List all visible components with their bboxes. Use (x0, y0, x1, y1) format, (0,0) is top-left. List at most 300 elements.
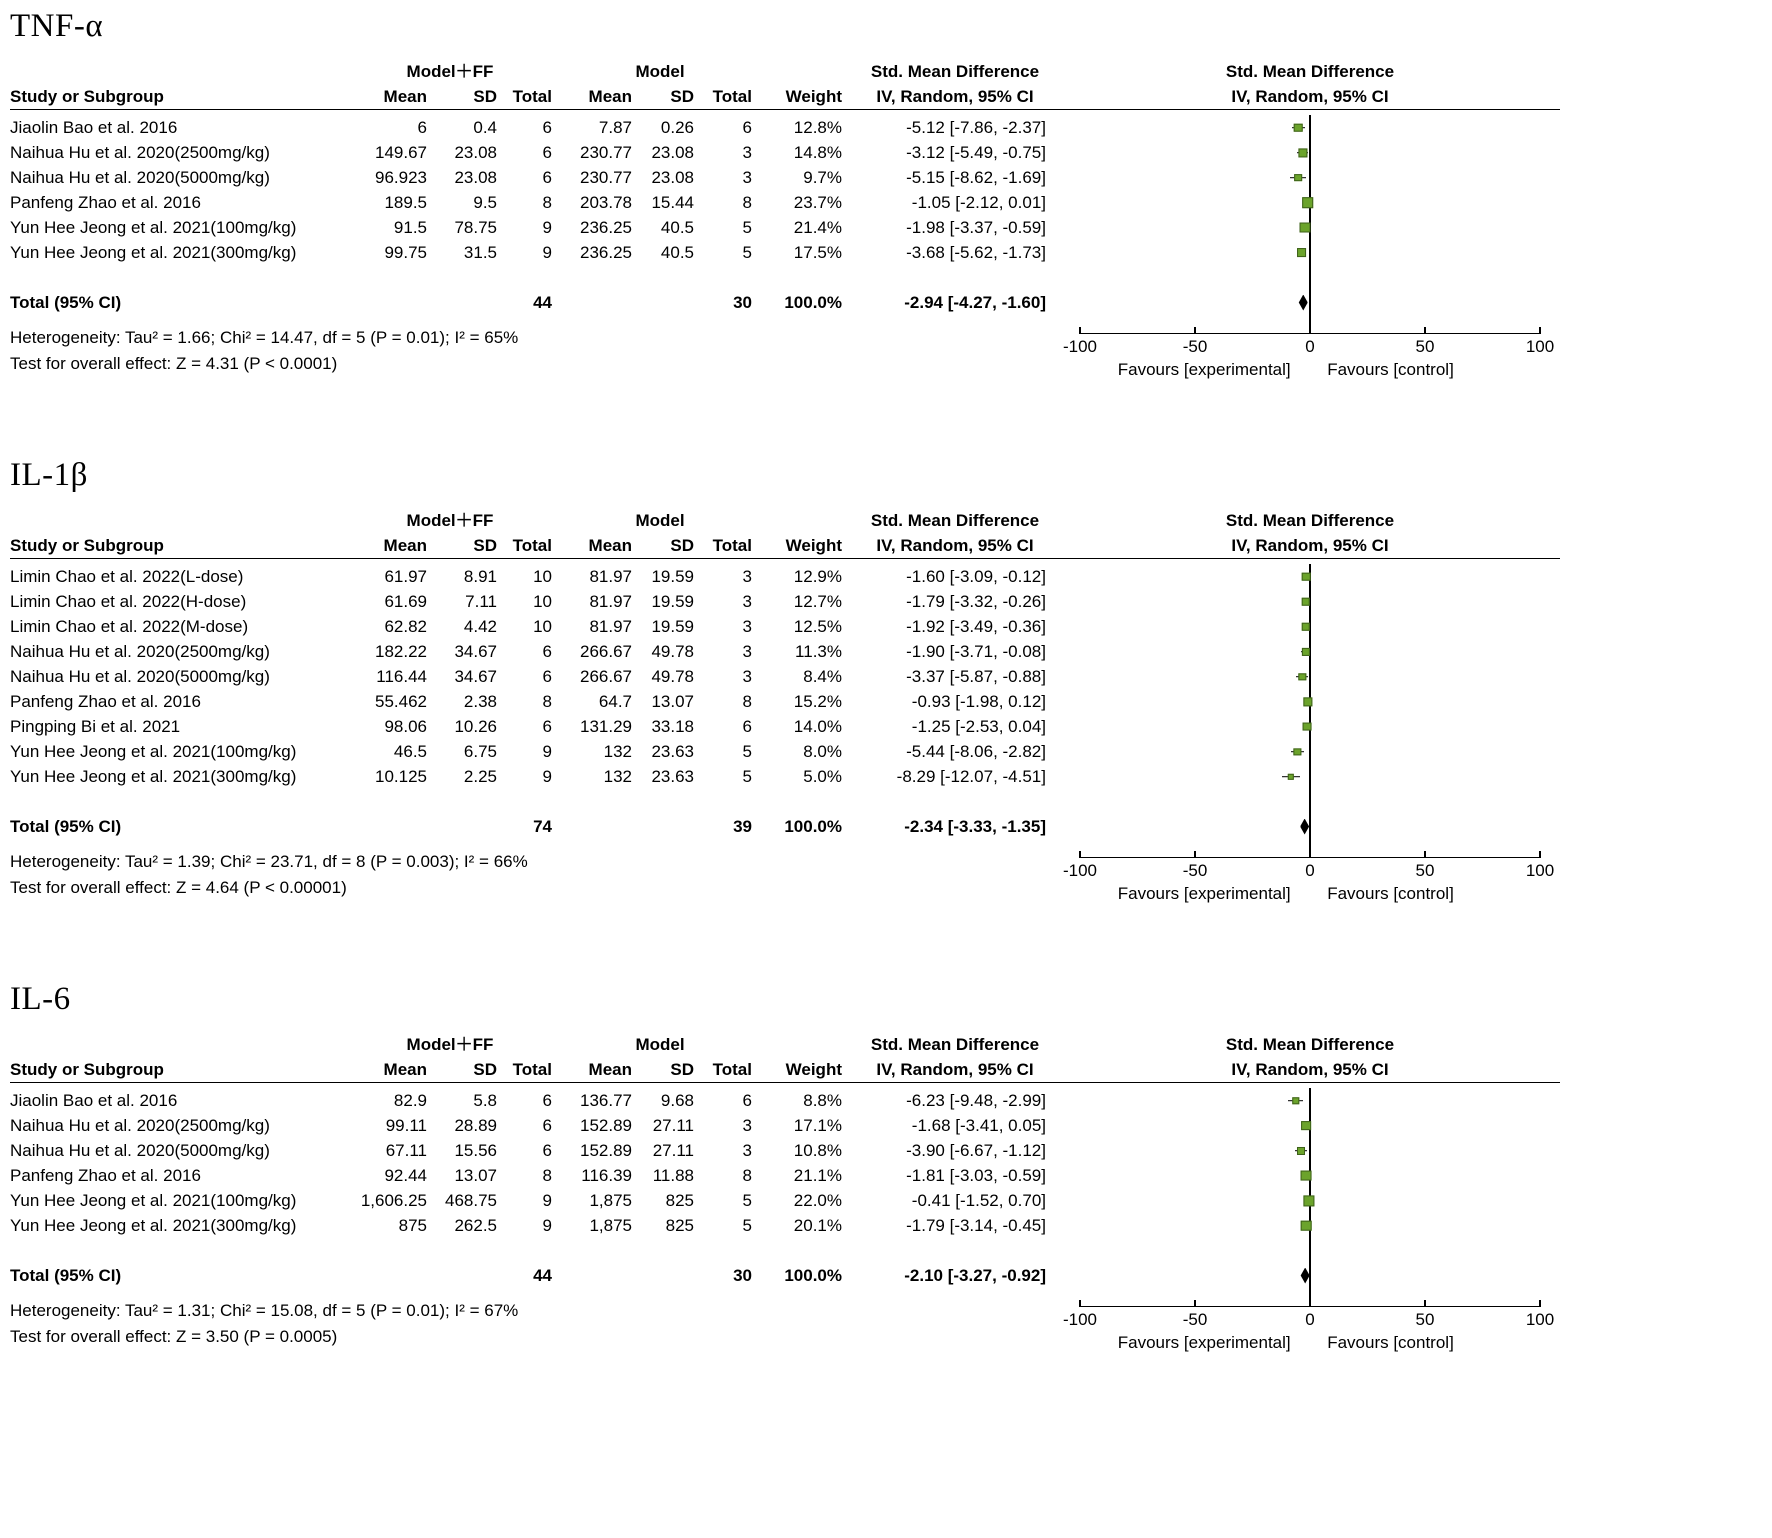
forest-table (10, 1032, 1772, 1360)
column-header-mean-model: Mean (588, 1060, 632, 1079)
total-control: 3 (742, 592, 752, 611)
total-experimental: 6 (542, 667, 552, 686)
sd-control: 15.44 (651, 193, 694, 212)
study-name: Yun Hee Jeong et al. 2021(300mg/kg) (10, 767, 297, 786)
zero-line (1309, 265, 1311, 290)
column-header-mean-model: Mean (588, 87, 632, 106)
spacer-cell (10, 1238, 1060, 1263)
column-header-mean-ff: Mean (383, 87, 427, 106)
mean-experimental: 67.11 (385, 1141, 427, 1160)
panel-il-6 (10, 981, 1772, 1360)
total-control: 5 (742, 767, 752, 786)
row-forest-plot (1060, 589, 1560, 614)
sd-control: 40.5 (660, 218, 694, 237)
sd-control: 19.59 (651, 567, 694, 586)
study-name: Limin Chao et al. 2022(L-dose) (10, 567, 244, 586)
panel-title: IL-6 (10, 981, 71, 1017)
effect-square (1294, 123, 1303, 132)
forest-table (10, 508, 1772, 911)
sd-control: 49.78 (651, 667, 694, 686)
effect-square (1303, 1195, 1314, 1206)
row-forest-plot (1060, 1113, 1560, 1138)
mean-experimental: 91.5 (393, 218, 427, 237)
sd-control: 9.68 (660, 1091, 694, 1110)
sd-experimental: 10.26 (454, 717, 497, 736)
total-experimental: 9 (542, 243, 552, 262)
total-n-experimental: 74 (533, 817, 552, 836)
row-forest-plot (1060, 689, 1560, 714)
axis-tick-label: 100 (1525, 861, 1555, 880)
column-header-study: Study or Subgroup (10, 87, 164, 106)
mean-control: 7.87 (598, 118, 632, 137)
header-columns (10, 533, 1560, 559)
sd-experimental: 31.5 (463, 243, 497, 262)
weight-value: 12.7% (793, 592, 842, 611)
column-header-mean-ff: Mean (383, 1060, 427, 1079)
smd-ci-text: -5.15 [-8.62, -1.69] (906, 168, 1046, 187)
total-control: 3 (742, 143, 752, 162)
study-name: Naihua Hu et al. 2020(5000mg/kg) (10, 168, 270, 187)
axis-tick-label: 100 (1525, 1310, 1555, 1329)
sd-experimental: 262.5 (454, 1216, 497, 1235)
effect-square (1301, 1220, 1312, 1231)
footnotes (10, 849, 1060, 900)
row-forest-plot (1060, 764, 1560, 789)
spacer-row (10, 265, 1560, 290)
smd-ci-text: -1.92 [-3.49, -0.36] (906, 617, 1046, 636)
axis-gap-plot (1060, 1288, 1560, 1298)
mean-control: 131.29 (580, 717, 632, 736)
zero-line (1309, 290, 1311, 315)
weight-value: 23.7% (793, 193, 842, 212)
total-experimental: 9 (542, 1191, 552, 1210)
axis-tick (1309, 1300, 1311, 1307)
mean-experimental: 46.5 (393, 742, 427, 761)
study-name: Pingping Bi et al. 2021 (10, 717, 181, 736)
total-weight: 100.0% (784, 293, 842, 312)
column-header-sd-model: SD (670, 536, 694, 555)
column-header-study: Study or Subgroup (10, 1060, 164, 1079)
study-row (10, 639, 1560, 664)
mean-control: 152.89 (580, 1141, 632, 1160)
zero-line (1309, 1238, 1311, 1263)
study-row (10, 764, 1560, 789)
favours-right-label: Favours [control] (1327, 1333, 1454, 1352)
sd-experimental: 9.5 (473, 193, 497, 212)
sd-experimental: 8.91 (463, 567, 497, 586)
total-experimental: 6 (542, 1091, 552, 1110)
group-header-experimental: Model＋FF (406, 511, 494, 530)
effect-square (1288, 773, 1294, 779)
axis-tick-label: -50 (1182, 337, 1208, 356)
mean-control: 152.89 (580, 1116, 632, 1135)
sd-experimental: 34.67 (454, 642, 497, 661)
study-name: Naihua Hu et al. 2020(2500mg/kg) (10, 1116, 270, 1135)
spacer-row (10, 789, 1560, 814)
sd-experimental: 78.75 (454, 218, 497, 237)
header-groups (10, 59, 1560, 84)
mean-control: 1,875 (589, 1216, 632, 1235)
mean-experimental: 1,606.25 (360, 1191, 427, 1210)
effect-square (1294, 174, 1302, 182)
axis-tick-label: 0 (1305, 1310, 1315, 1329)
row-forest-plot (1060, 714, 1560, 739)
axis-tick-label: 50 (1415, 861, 1435, 880)
sd-control: 19.59 (651, 617, 694, 636)
sd-experimental: 468.75 (445, 1191, 497, 1210)
weight-value: 8.0% (803, 742, 842, 761)
column-header-sd-model: SD (670, 87, 694, 106)
axis-tick (1424, 327, 1426, 334)
column-header-sd-ff: SD (473, 536, 497, 555)
study-row (10, 1188, 1560, 1213)
zero-line (1309, 1288, 1311, 1298)
study-row (10, 689, 1560, 714)
weight-value: 12.5% (793, 617, 842, 636)
study-row (10, 1138, 1560, 1163)
zero-line (1309, 814, 1311, 839)
panel-title: IL-1β (10, 457, 88, 493)
effect-square (1298, 148, 1307, 157)
axis-tick (1539, 851, 1541, 858)
effect-square (1299, 673, 1306, 680)
study-row (10, 215, 1560, 240)
axis-tick-label: -100 (1062, 1310, 1098, 1329)
study-row (10, 739, 1560, 764)
sd-control: 23.08 (651, 168, 694, 187)
study-name: Naihua Hu et al. 2020(2500mg/kg) (10, 143, 270, 162)
weight-value: 11.3% (795, 642, 842, 661)
panel-tnf-alpha (10, 8, 1772, 387)
row-forest-plot (1060, 639, 1560, 664)
smd-ci-text: -1.25 [-2.53, 0.04] (911, 717, 1046, 736)
total-experimental: 6 (542, 642, 552, 661)
weight-value: 15.2% (793, 692, 842, 711)
study-name: Naihua Hu et al. 2020(5000mg/kg) (10, 1141, 270, 1160)
group-header-control: Model (635, 1035, 685, 1054)
smd-ci-text: -5.44 [-8.06, -2.82] (906, 742, 1046, 761)
total-experimental: 9 (542, 1216, 552, 1235)
axis-gap-plot (1060, 839, 1560, 849)
column-header-ci-plot: IV, Random, 95% CI (1231, 536, 1389, 555)
total-control: 3 (742, 642, 752, 661)
effect-square (1302, 647, 1310, 655)
row-forest-plot (1060, 614, 1560, 639)
column-header-ci: IV, Random, 95% CI (876, 1060, 1034, 1079)
weight-value: 8.8% (803, 1091, 842, 1110)
pooled-diamond (1300, 819, 1309, 835)
column-header-total-ff: Total (512, 87, 552, 106)
mean-experimental: 189.5 (384, 193, 427, 212)
total-n-control: 30 (733, 293, 752, 312)
axis-tick-label: 100 (1525, 337, 1555, 356)
column-header-ci: IV, Random, 95% CI (876, 87, 1034, 106)
row-forest-plot (1060, 240, 1560, 265)
total-experimental: 10 (533, 567, 552, 586)
overall-effect-text: Test for overall effect: Z = 4.31 (P < 0.0001) (10, 353, 338, 373)
study-row (10, 714, 1560, 739)
total-n-experimental: 44 (533, 293, 552, 312)
sd-experimental: 2.25 (463, 767, 497, 786)
group-header-experimental: Model＋FF (406, 1035, 494, 1054)
total-control: 3 (742, 617, 752, 636)
study-row (10, 1163, 1560, 1188)
header-groups (10, 508, 1560, 533)
mean-experimental: 116.44 (376, 667, 427, 686)
panel-il-1-beta (10, 457, 1772, 911)
sd-experimental: 0.4 (473, 118, 497, 137)
header-columns (10, 1057, 1560, 1083)
weight-value: 17.5% (793, 243, 842, 262)
mean-experimental: 61.69 (384, 592, 427, 611)
zero-line (1309, 739, 1311, 764)
axis-tick (1194, 851, 1196, 858)
smd-column-title: Std. Mean Difference (870, 1035, 1040, 1054)
effect-square (1294, 748, 1301, 755)
column-header-mean-model: Mean (588, 536, 632, 555)
sd-experimental: 5.8 (473, 1091, 497, 1110)
axis-tick (1539, 327, 1541, 334)
smd-ci-text: -1.90 [-3.71, -0.08] (906, 642, 1046, 661)
row-forest-plot (1060, 564, 1560, 589)
total-experimental: 8 (542, 692, 552, 711)
sd-control: 13.07 (651, 692, 694, 711)
total-control: 8 (742, 692, 752, 711)
mean-control: 203.78 (580, 193, 632, 212)
axis-tick-label: -50 (1182, 861, 1208, 880)
study-name: Naihua Hu et al. 2020(5000mg/kg) (10, 667, 270, 686)
row-forest-plot (1060, 664, 1560, 689)
effect-square (1301, 1121, 1311, 1131)
total-experimental: 6 (542, 717, 552, 736)
footnotes (10, 325, 1060, 376)
total-experimental: 8 (542, 1166, 552, 1185)
total-experimental: 9 (542, 218, 552, 237)
column-header-total-model: Total (712, 1060, 752, 1079)
total-control: 5 (742, 218, 752, 237)
study-name: Yun Hee Jeong et al. 2021(100mg/kg) (10, 218, 297, 237)
mean-control: 1,875 (589, 1191, 632, 1210)
mean-control: 266.67 (580, 642, 632, 661)
mean-experimental: 82.9 (393, 1091, 427, 1110)
sd-experimental: 6.75 (463, 742, 497, 761)
mean-control: 136.77 (580, 1091, 632, 1110)
mean-control: 236.25 (580, 218, 632, 237)
column-header-total-ff: Total (512, 1060, 552, 1079)
study-name: Jiaolin Bao et al. 2016 (10, 118, 178, 137)
favours-right-label: Favours [control] (1327, 360, 1454, 379)
sd-experimental: 34.67 (454, 667, 497, 686)
total-control: 5 (742, 1191, 752, 1210)
mean-experimental: 99.11 (385, 1116, 427, 1135)
study-name: Yun Hee Jeong et al. 2021(100mg/kg) (10, 1191, 297, 1210)
mean-control: 230.77 (580, 143, 632, 162)
sd-experimental: 23.08 (454, 143, 497, 162)
total-control: 3 (742, 1141, 752, 1160)
mean-control: 266.67 (580, 667, 632, 686)
zero-line (1309, 240, 1311, 265)
total-n-experimental: 44 (533, 1266, 552, 1285)
effect-square (1302, 197, 1314, 209)
group-header-experimental: Model＋FF (406, 62, 494, 81)
study-row (10, 564, 1560, 589)
column-header-study: Study or Subgroup (10, 536, 164, 555)
axis-tick (1079, 1300, 1081, 1307)
smd-ci-text: -0.93 [-1.98, 0.12] (911, 692, 1046, 711)
column-header-ci-plot: IV, Random, 95% CI (1231, 1060, 1389, 1079)
mean-experimental: 62.82 (384, 617, 427, 636)
mean-control: 81.97 (589, 567, 632, 586)
smd-ci-text: -8.29 [-12.07, -4.51] (896, 767, 1046, 786)
total-label: Total (95% CI) (10, 293, 122, 312)
weight-value: 21.1% (793, 1166, 842, 1185)
total-control: 5 (742, 1216, 752, 1235)
total-smd-ci-text: -2.94 [-4.27, -1.60] (904, 293, 1046, 312)
effect-square (1297, 248, 1307, 258)
row-forest-plot (1060, 739, 1560, 764)
total-control: 3 (742, 567, 752, 586)
axis-gap-row (10, 1288, 1560, 1298)
sd-control: 27.11 (652, 1116, 694, 1135)
mean-control: 230.77 (580, 168, 632, 187)
total-control: 8 (742, 193, 752, 212)
total-n-control: 39 (733, 817, 752, 836)
x-axis (1060, 1298, 1560, 1360)
weight-value: 9.7% (803, 168, 842, 187)
sd-control: 23.08 (651, 143, 694, 162)
study-name: Naihua Hu et al. 2020(2500mg/kg) (10, 642, 270, 661)
total-forest-plot (1060, 814, 1560, 839)
sd-experimental: 2.38 (463, 692, 497, 711)
effect-square (1300, 222, 1311, 233)
zero-line (1309, 1088, 1311, 1113)
panel-footer (10, 1298, 1560, 1360)
smd-column-title: Std. Mean Difference (870, 62, 1040, 81)
mean-control: 116.39 (581, 1166, 632, 1185)
sd-control: 49.78 (651, 642, 694, 661)
row-forest-plot (1060, 265, 1560, 290)
panel-footer (10, 849, 1560, 911)
favours-left-label: Favours [experimental] (1117, 884, 1291, 903)
smd-ci-text: -3.12 [-5.49, -0.75] (906, 143, 1046, 162)
weight-value: 12.9% (793, 567, 842, 586)
study-name: Yun Hee Jeong et al. 2021(300mg/kg) (10, 1216, 297, 1235)
smd-plot-title: Std. Mean Difference (1225, 62, 1395, 81)
study-row (10, 1113, 1560, 1138)
sd-experimental: 4.42 (463, 617, 497, 636)
smd-ci-text: -1.68 [-3.41, 0.05] (911, 1116, 1046, 1135)
forest-table (10, 59, 1772, 387)
study-row (10, 589, 1560, 614)
mean-experimental: 182.22 (375, 642, 427, 661)
smd-ci-text: -1.79 [-3.32, -0.26] (906, 592, 1046, 611)
zero-line (1309, 839, 1311, 849)
smd-ci-text: -3.68 [-5.62, -1.73] (906, 243, 1046, 262)
total-forest-plot (1060, 290, 1560, 315)
study-name: Yun Hee Jeong et al. 2021(100mg/kg) (10, 742, 297, 761)
smd-ci-text: -1.79 [-3.14, -0.45] (906, 1216, 1046, 1235)
total-forest-plot (1060, 1263, 1560, 1288)
smd-column-title: Std. Mean Difference (870, 511, 1040, 530)
total-experimental: 6 (542, 143, 552, 162)
favours-left-label: Favours [experimental] (1117, 360, 1291, 379)
sd-control: 23.63 (651, 767, 694, 786)
effect-square (1301, 622, 1310, 631)
study-row (10, 1088, 1560, 1113)
total-n-control: 30 (733, 1266, 752, 1285)
study-row (10, 115, 1560, 140)
overall-effect-text: Test for overall effect: Z = 4.64 (P < 0.00001) (10, 877, 347, 897)
sd-control: 19.59 (651, 592, 694, 611)
axis-tick (1539, 1300, 1541, 1307)
study-row (10, 614, 1560, 639)
zero-line (1309, 115, 1311, 140)
sd-experimental: 28.89 (454, 1116, 497, 1135)
row-forest-plot (1060, 190, 1560, 215)
study-row (10, 165, 1560, 190)
zero-line (1309, 789, 1311, 814)
row-forest-plot (1060, 1238, 1560, 1263)
panel-title: TNF-α (10, 8, 104, 44)
total-label: Total (95% CI) (10, 817, 122, 836)
total-control: 6 (742, 118, 752, 137)
weight-value: 21.4% (793, 218, 842, 237)
study-row (10, 190, 1560, 215)
zero-line (1309, 664, 1311, 689)
spacer-cell (10, 265, 1060, 290)
total-row (10, 814, 1560, 839)
mean-control: 132 (603, 742, 632, 761)
heterogeneity-text: Heterogeneity: Tau² = 1.66; Chi² = 14.47, df = 5 (P = 0.01); I² = 65% (10, 328, 519, 347)
total-control: 5 (742, 243, 752, 262)
axis-tick (1079, 851, 1081, 858)
spacer-cell (10, 789, 1060, 814)
smd-ci-text: -3.90 [-6.67, -1.12] (906, 1141, 1046, 1160)
x-axis (1060, 325, 1560, 387)
smd-ci-text: -5.12 [-7.86, -2.37] (906, 118, 1046, 137)
header-groups (10, 1032, 1560, 1057)
mean-experimental: 10.125 (375, 767, 427, 786)
study-name: Jiaolin Bao et al. 2016 (10, 1091, 178, 1110)
total-experimental: 8 (542, 193, 552, 212)
smd-ci-text: -0.41 [-1.52, 0.70] (911, 1191, 1046, 1210)
weight-value: 8.4% (803, 667, 842, 686)
axis-tick (1194, 327, 1196, 334)
sd-experimental: 7.11 (465, 592, 497, 611)
axis-tick (1194, 1300, 1196, 1307)
total-experimental: 6 (542, 168, 552, 187)
study-name: Limin Chao et al. 2022(M-dose) (10, 617, 249, 636)
weight-value: 14.0% (793, 717, 842, 736)
sd-control: 27.11 (652, 1141, 694, 1160)
total-experimental: 6 (542, 1141, 552, 1160)
total-experimental: 9 (542, 767, 552, 786)
total-control: 8 (742, 1166, 752, 1185)
sd-control: 33.18 (651, 717, 694, 736)
group-header-control: Model (635, 511, 685, 530)
heterogeneity-text: Heterogeneity: Tau² = 1.39; Chi² = 23.71, df = 8 (P = 0.003); I² = 66% (10, 852, 528, 871)
pooled-diamond (1299, 295, 1308, 311)
axis-tick-label: 0 (1305, 337, 1315, 356)
study-row (10, 1213, 1560, 1238)
effect-square (1302, 572, 1311, 581)
effect-square (1292, 1097, 1299, 1104)
zero-line (1309, 315, 1311, 325)
total-weight: 100.0% (784, 1266, 842, 1285)
axis-tick (1079, 327, 1081, 334)
column-header-weight: Weight (785, 536, 842, 555)
overall-effect-text: Test for overall effect: Z = 3.50 (P = 0.0005) (10, 1326, 338, 1346)
